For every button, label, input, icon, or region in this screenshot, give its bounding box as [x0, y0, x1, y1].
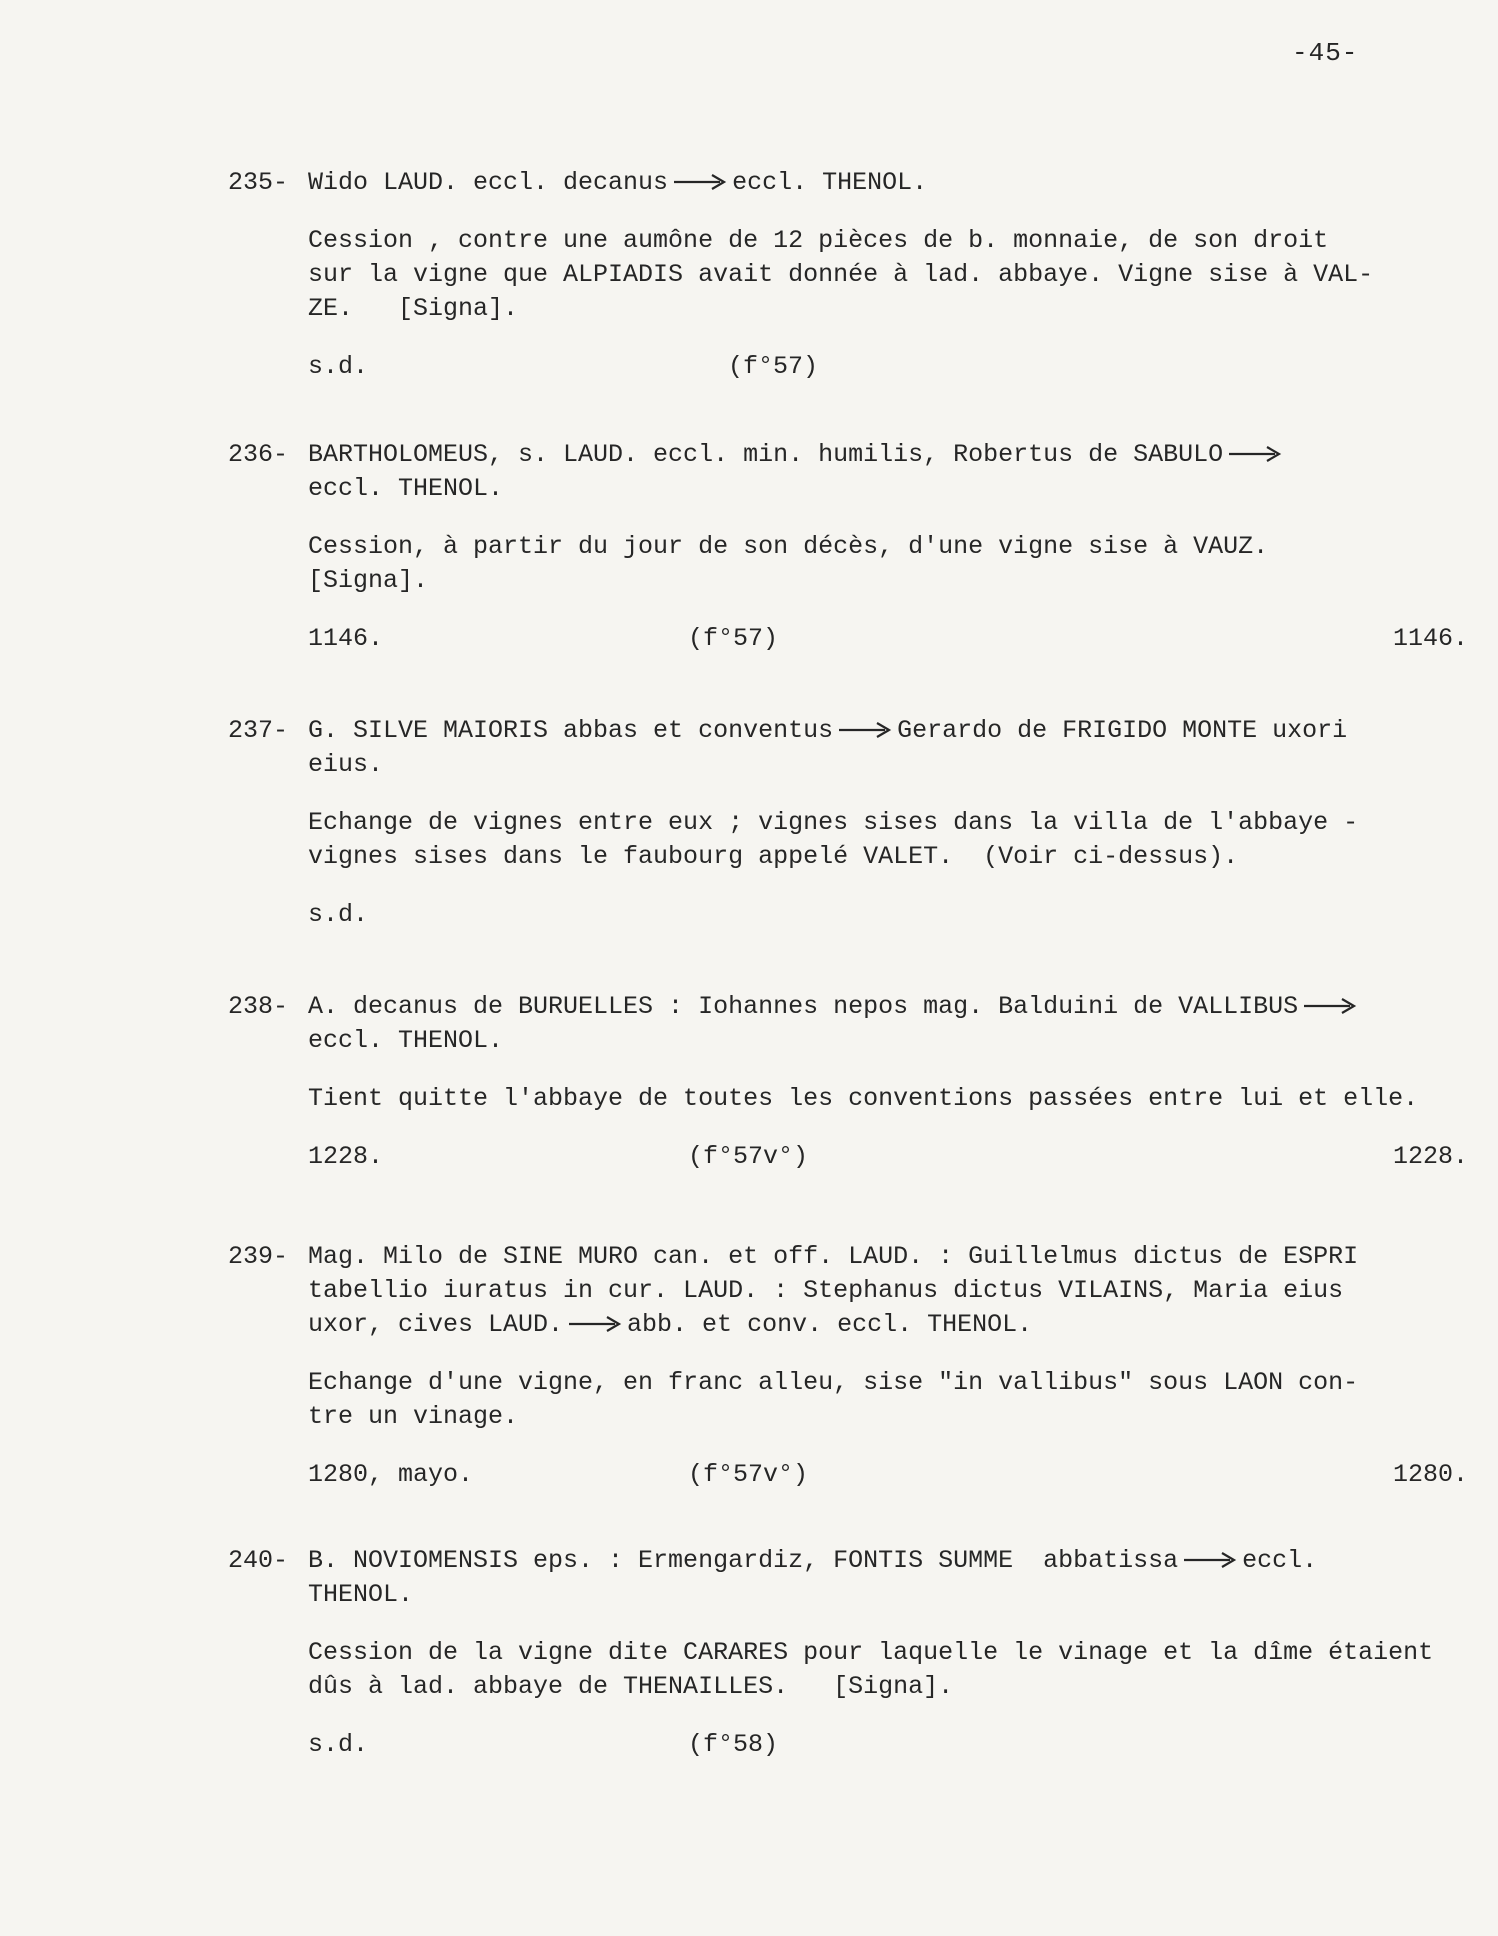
- entry-issuer: Wido LAUD. eccl. decanus: [308, 168, 669, 197]
- entry-folio: (f°57): [728, 352, 819, 381]
- entry-issuer: BARTHOLOMEUS, s. LAUD. eccl. min. humilis, Robertus de SABULO: [308, 440, 1224, 469]
- entry-summary: Tient quitte l'abbaye de toutes les conventions passées entre lui et elle.: [308, 1084, 1419, 1113]
- page-number: -45-: [1292, 38, 1359, 68]
- entry-summary: Cession de la vigne dite CARARES pour laquelle le vinage et la dîme étaient dûs à lad. abbaye de THENAILLES. [Signa].: [308, 1638, 1434, 1701]
- entry-number: 237-: [228, 716, 289, 745]
- entry-issuer: Mag. Milo de SINE MURO can. et off. LAUD. : Guillelmus dictus de ESPRI: [308, 1242, 1359, 1271]
- entry-folio: (f°57): [688, 624, 779, 653]
- entry-summary: Echange d'une vigne, en franc alleu, sise "in vallibus" sous LAON con- tre un vinage.: [308, 1368, 1359, 1431]
- entry-date: 1146.: [308, 624, 384, 653]
- entry-recipient-cont: THENOL.: [308, 1580, 414, 1609]
- entry-meta: [228, 1458, 1468, 1492]
- entry-recipient: abb. et conv. eccl. THENOL.: [627, 1310, 1033, 1339]
- entry-239: [228, 1240, 1468, 1492]
- entry-number: 240-: [228, 1546, 289, 1575]
- entry-issuer: A. decanus de BURUELLES : Iohannes nepos mag. Balduini de VALLIBUS: [308, 992, 1299, 1021]
- arrow-right-icon: [567, 1314, 623, 1334]
- entry-238: [228, 990, 1468, 1174]
- entry-issuer: B. NOVIOMENSIS eps. : Ermengardiz, FONTIS SUMME abbatissa: [308, 1546, 1179, 1575]
- entry-date: 1228.: [308, 1142, 384, 1171]
- entry-issuer-cont: uxor, cives LAUD.: [308, 1310, 564, 1339]
- entry-recipient: Gerardo de FRIGIDO MONTE uxori: [897, 716, 1348, 745]
- margin-date: 1280.: [1392, 1460, 1468, 1489]
- entry-summary: Echange de vignes entre eux ; vignes sises dans la villa de l'abbaye - vignes sises dans le faubourg appelé VALET. (Voir ci-dessus).: [308, 808, 1359, 871]
- entry-240: [228, 1544, 1468, 1762]
- entry-folio: (f°58): [688, 1730, 779, 1759]
- arrow-right-icon: [1182, 1550, 1238, 1570]
- entry-number: 238-: [228, 992, 289, 1021]
- entry-meta: [228, 1728, 1468, 1762]
- arrow-right-icon: [1227, 444, 1283, 464]
- entry-number: 236-: [228, 440, 289, 469]
- entry-236: [228, 438, 1468, 656]
- entry-recipient: eccl. THENOL.: [308, 1026, 504, 1055]
- entry-number: 239-: [228, 1242, 289, 1271]
- entry-date: s.d.: [308, 900, 369, 929]
- entry-meta: [228, 350, 1468, 384]
- entry-issuer-cont: tabellio iuratus in cur. LAUD. : Stephanus dictus VILAINS, Maria eius: [308, 1276, 1344, 1305]
- entry-meta: [228, 622, 1468, 656]
- arrow-right-icon: [672, 172, 728, 192]
- entry-235: [228, 166, 1468, 384]
- entry-recipient: eccl.: [1242, 1546, 1318, 1575]
- arrow-right-icon: [837, 720, 893, 740]
- entry-meta: [228, 1140, 1468, 1174]
- entry-recipient-cont: eius.: [308, 750, 384, 779]
- entry-date: 1280, mayo.: [308, 1460, 474, 1489]
- entry-summary: Cession, à partir du jour de son décès, d'une vigne sise à VAUZ. [Signa].: [308, 532, 1269, 595]
- entry-folio: (f°57v°): [688, 1142, 809, 1171]
- entry-number: 235-: [228, 168, 289, 197]
- entry-recipient: eccl. THENOL.: [308, 474, 504, 503]
- entry-summary: Cession , contre une aumône de 12 pièces de b. monnaie, de son droit sur la vigne que ALPIADIS avait donnée à lad. abbaye. Vigne sise à VAL- ZE. [Signa].: [308, 226, 1374, 323]
- margin-date: 1146.: [1392, 624, 1468, 653]
- entry-date: s.d.: [308, 352, 369, 381]
- entry-237: [228, 714, 1468, 932]
- entry-recipient: eccl. THENOL.: [732, 168, 928, 197]
- entry-folio: (f°57v°): [688, 1460, 809, 1489]
- entry-meta: [228, 898, 1468, 932]
- margin-date: 1228.: [1392, 1142, 1468, 1171]
- entry-issuer: G. SILVE MAIORIS abbas et conventus: [308, 716, 834, 745]
- entry-date: s.d.: [308, 1730, 369, 1759]
- arrow-right-icon: [1302, 996, 1358, 1016]
